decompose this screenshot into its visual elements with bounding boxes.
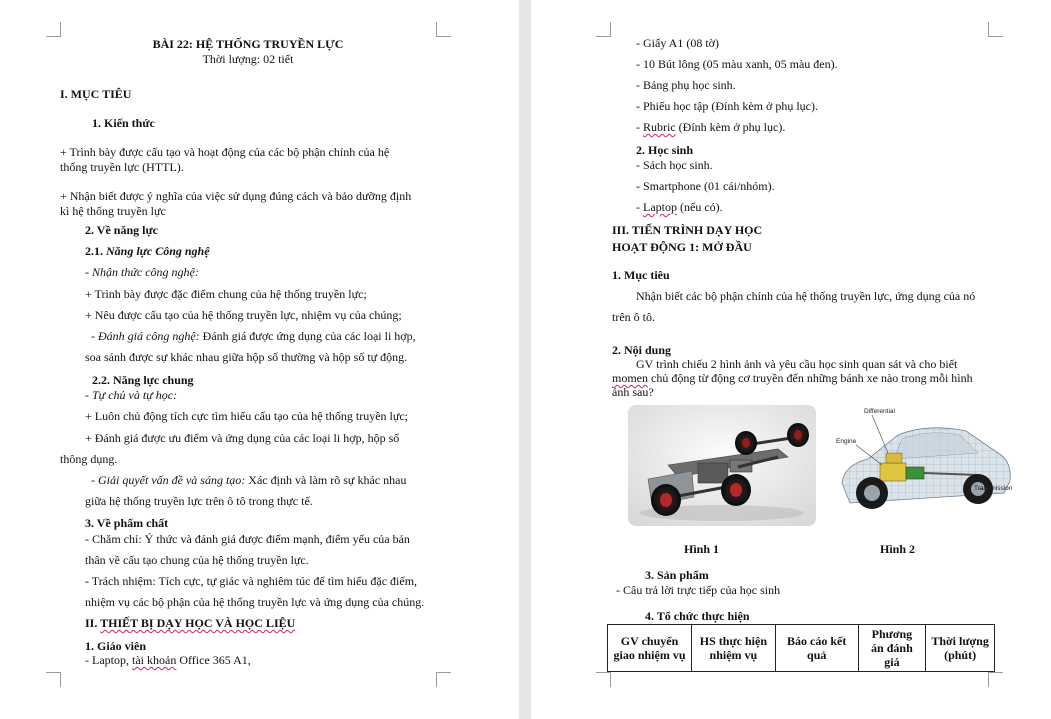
figure-1-chassis — [628, 405, 816, 526]
document-page-left — [0, 0, 519, 719]
paragraph-line: - Tự chủ và tự học: — [85, 388, 178, 402]
paragraph-line: - Câu trả lời trực tiếp của học sinh — [616, 583, 781, 597]
paragraph-line: + Đánh giá được ưu điểm và ứng dụng của các loại li hợp, hộp số — [85, 431, 400, 445]
document-page-right — [531, 0, 1051, 719]
paragraph-line: kì hệ thống truyền lực — [60, 204, 166, 218]
subsection-heading: 2.2. Năng lực chung — [92, 373, 194, 387]
inline-text: - Laptop, — [85, 653, 132, 667]
crop-mark — [596, 672, 611, 687]
subsection-heading: 3. Sản phẩm — [645, 568, 709, 582]
paragraph-line: Nhận biết các bộ phận chính của hệ thống truyền lực, ứng dụng của nó — [636, 289, 976, 303]
table-header-cell — [692, 625, 776, 672]
cell-line: giá — [884, 655, 900, 669]
section-heading: HOẠT ĐỘNG 1: MỞ ĐẦU — [612, 240, 752, 254]
heading-number: II. — [85, 616, 101, 630]
cell-line: GV chuyển — [620, 634, 679, 648]
subsection-heading: 1. Giáo viên — [85, 639, 147, 653]
paragraph-line: ảnh sau? — [612, 385, 654, 399]
inline-text: Đánh giá được ứng dụng của các loại li hợp, — [199, 329, 416, 343]
table-header-cell — [608, 625, 692, 672]
cell-line: (phút) — [944, 648, 977, 662]
section-heading — [85, 616, 295, 631]
paragraph-line: - Giấy A1 (08 tờ) — [636, 36, 719, 50]
inline-label: - Đánh giá công nghệ: — [91, 329, 200, 343]
organization-table — [607, 624, 995, 672]
table-header-cell — [775, 625, 858, 672]
inline-text: tài khoản — [132, 653, 177, 667]
paragraph-line: - Smartphone (01 cái/nhóm). — [636, 179, 775, 193]
paragraph-line: - Sách học sinh. — [636, 158, 713, 172]
subsection-heading: 3. Về phẩm chất — [85, 516, 169, 530]
paragraph-line: - Bảng phụ học sinh. — [636, 78, 736, 92]
inline-text: momen — [612, 371, 648, 385]
crop-mark — [46, 22, 61, 37]
cell-line: án đánh — [871, 641, 913, 655]
paragraph-line: thông dụng. — [60, 452, 118, 466]
paragraph-line: nhiệm vụ các bộ phận của hệ thống truyền lực và ứng dụng của chúng. — [85, 595, 425, 609]
page-gap — [519, 0, 531, 719]
table-header-cell — [858, 625, 926, 672]
paragraph-line: - Nhận thức công nghệ: — [85, 265, 199, 279]
cell-line: nhiệm vụ — [709, 648, 758, 662]
cell-line: Thời lượng — [931, 634, 989, 648]
cell-line: Phương — [871, 627, 913, 641]
crop-mark — [988, 22, 1003, 37]
inline-label: - Giải quyết vấn đề và sáng tạo: — [91, 473, 246, 487]
label-transmission: Transmission — [974, 485, 1013, 492]
paragraph-line — [85, 653, 251, 668]
crop-mark — [988, 672, 1003, 687]
paragraph-line: trên ô tô. — [612, 310, 655, 324]
paragraph-line: + Nhận biết được ý nghĩa của việc sử dụng đúng cách và bảo dưỡng định — [60, 189, 412, 203]
paragraph-line: + Luôn chủ động tích cực tìm hiểu cấu tạo của hệ thống truyền lực; — [85, 409, 409, 423]
label-differential: Differential — [864, 408, 895, 415]
inline-text: Laptop — [643, 200, 677, 214]
subsection-heading: 2. Về năng lực — [85, 223, 158, 237]
paragraph-line: GV trình chiếu 2 hình ảnh và yêu cầu học sinh quan sát và cho biết — [636, 357, 958, 371]
section-heading: I. MỤC TIÊU — [60, 87, 132, 101]
label-engine: Engine — [836, 438, 857, 445]
inline-text: Xác định và làm rõ sự khác nhau — [245, 473, 407, 487]
lesson-title: BÀI 22: HỆ THỐNG TRUYỀN LỰC — [152, 37, 344, 51]
paragraph-line: + Nêu được cấu tạo của hệ thống truyền lực, nhiệm vụ của chúng; — [85, 308, 402, 322]
inline-text: chủ động từ động cơ truyền đến những bánh xe nào trong mỗi hình — [648, 371, 973, 385]
lesson-duration: Thời lượng: 02 tiết — [202, 52, 294, 66]
subsection-heading — [85, 244, 210, 259]
table-header-cell — [926, 625, 995, 672]
paragraph-line — [91, 329, 416, 344]
cell-line: giao nhiệm vụ — [613, 648, 686, 662]
paragraph-line: thống truyền lực (HTTL). — [60, 160, 184, 174]
table-row — [608, 625, 995, 672]
heading-text: THIẾT BỊ DẠY HỌC VÀ HỌC LIỆU — [100, 616, 296, 630]
paragraph-line: soa sánh được sự khác nhau giữa hộp số thường và hộp số tự động. — [85, 350, 408, 364]
paragraph-line: - Phiếu học tập (Đính kèm ở phụ lục). — [636, 99, 818, 113]
crop-mark — [436, 22, 451, 37]
section-heading: III. TIẾN TRÌNH DẠY HỌC — [612, 223, 763, 237]
paragraph-line: thân về cấu tạo chung của hệ thống truyền lực. — [85, 553, 309, 567]
paragraph-line: - 10 Bút lông (05 màu xanh, 05 màu đen). — [636, 57, 838, 71]
paragraph-line: + Trình bày được đặc điểm chung của hệ thống truyền lực; — [85, 287, 367, 301]
inline-text: - — [636, 120, 643, 134]
subsection-heading: 2. Nội dung — [612, 343, 672, 357]
heading-number: 2.1. — [85, 244, 106, 258]
subsection-heading: 2. Học sinh — [636, 143, 694, 157]
crop-mark — [596, 22, 611, 37]
inline-text: Office 365 A1, — [176, 653, 251, 667]
paragraph-line — [91, 473, 406, 488]
paragraph-line: - Trách nhiệm: Tích cực, tự giác và nghiêm túc để tìm hiểu đặc điểm, — [85, 574, 418, 588]
crop-mark — [46, 672, 61, 687]
paragraph-line — [636, 200, 723, 215]
inline-text: (Đính kèm ở phụ lục). — [675, 120, 786, 134]
subsection-heading: 4. Tổ chức thực hiện — [645, 609, 750, 623]
heading-text: Năng lực Công nghệ — [106, 244, 210, 258]
chassis-illustration — [628, 405, 816, 526]
cell-line: HS thực hiện — [699, 634, 767, 648]
figure-2-car-wireframe — [828, 401, 1020, 529]
car-wireframe-illustration — [828, 401, 1020, 529]
inline-text: (nếu có). — [677, 200, 723, 214]
subsection-heading: 1. Mục tiêu — [612, 268, 670, 282]
paragraph-line — [612, 371, 973, 386]
figure-caption: Hình 1 — [684, 542, 720, 556]
figure-caption: Hình 2 — [880, 542, 916, 556]
paragraph-line: + Trình bày được cấu tạo và hoạt động của các bộ phận chính của hệ — [60, 145, 390, 159]
cell-line: quả — [807, 648, 827, 662]
paragraph-line: giữa hệ thống truyền lực trên ô tô trong thực tế. — [85, 494, 313, 508]
crop-mark — [436, 672, 451, 687]
inline-text: Rubric — [643, 120, 676, 134]
paragraph-line — [636, 120, 785, 135]
subsection-heading: 1. Kiến thức — [92, 116, 155, 130]
inline-text: - — [636, 200, 643, 214]
paragraph-line: - Chăm chỉ: Ý thức và đánh giá được điểm mạnh, điểm yếu của bản — [85, 532, 410, 546]
cell-line: Báo cáo kết — [787, 634, 847, 648]
